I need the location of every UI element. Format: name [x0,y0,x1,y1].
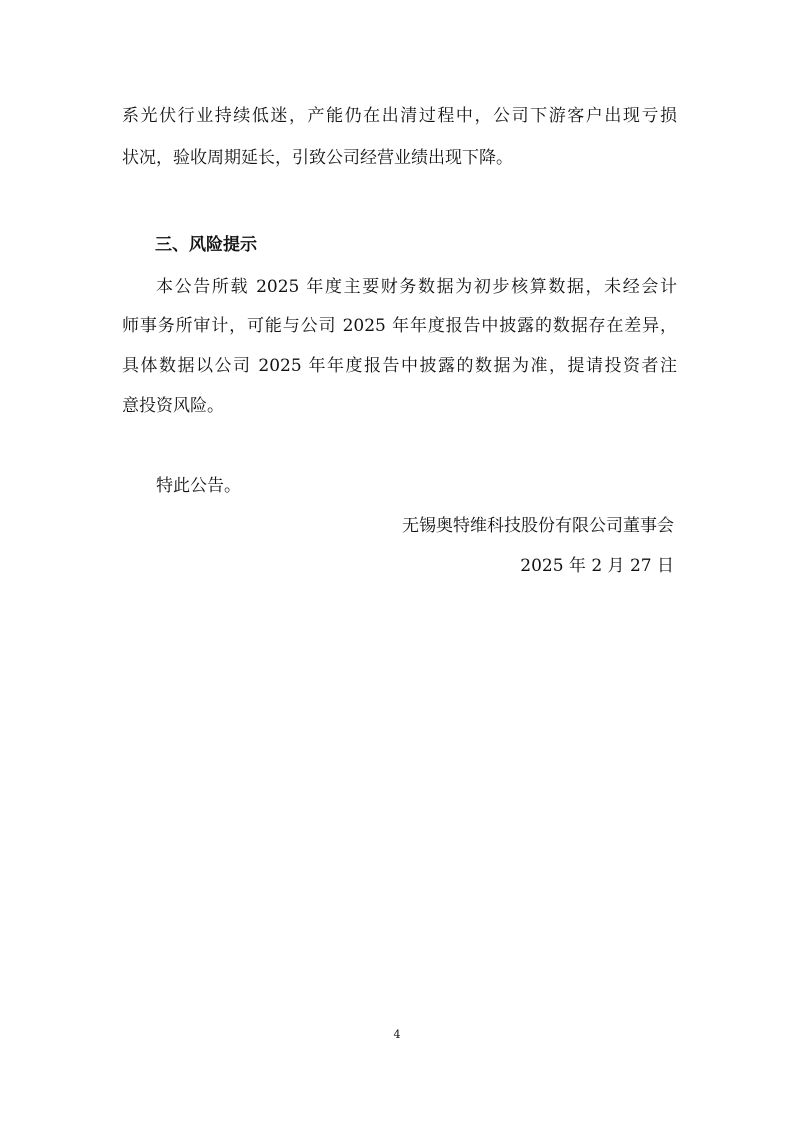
body-text-line: 状况，验收周期延长，引致公司经营业绩出现下降。 [122,148,513,168]
closing-statement: 特此公告。 [156,476,241,496]
body-text-line: 系光伏行业持续低迷，产能仍在出清过程中，公司下游客户出现亏损 [122,106,677,126]
section-heading-risk: 三、风险提示 [155,235,257,255]
risk-text-line: 具体数据以公司 2025 年年度报告中披露的数据为准，提请投资者注 [122,356,677,376]
risk-text-line: 意投资风险。 [122,396,224,416]
risk-text-line: 师事务所审计，可能与公司 2025 年年度报告中披露的数据存在差异， [122,316,677,336]
page-number: 4 [393,1028,401,1041]
signer-name: 无锡奥特维科技股份有限公司董事会 [402,516,674,536]
risk-text-line: 本公告所载 2025 年度主要财务数据为初步核算数据，未经会计 [156,277,677,297]
announcement-date: 2025 年 2 月 27 日 [520,556,674,576]
